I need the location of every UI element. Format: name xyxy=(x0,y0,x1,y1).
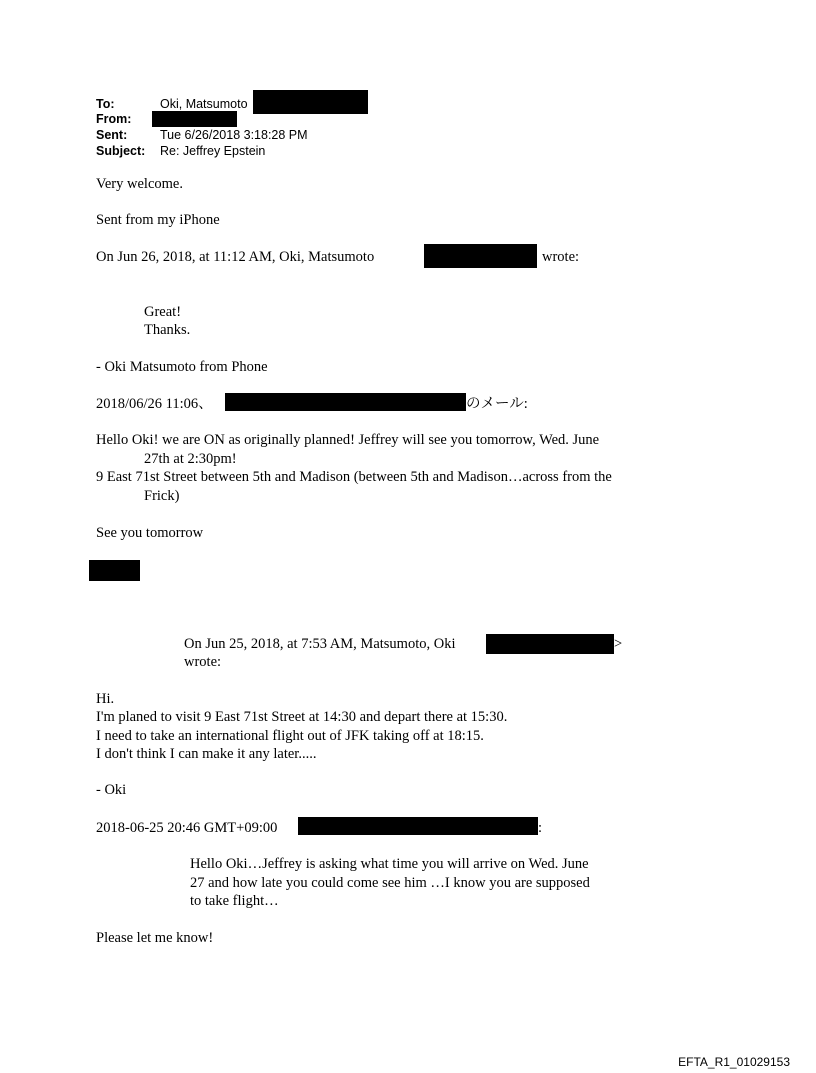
closing-line: Please let me know! xyxy=(96,930,214,946)
redaction-quote3-email xyxy=(486,634,614,654)
redaction-to xyxy=(253,90,368,114)
signature-oki-phone: - Oki Matsumoto from Phone xyxy=(96,359,268,375)
redaction-from xyxy=(152,111,237,127)
redaction-quote2-email xyxy=(225,393,466,411)
oki-line2: I'm planed to visit 9 East 71st Street at 14:30 and depart there at 15:30. xyxy=(96,709,508,725)
quote1-attribution-post: wrote: xyxy=(542,249,580,265)
signature-iphone: Sent from my iPhone xyxy=(96,212,220,228)
quote3-attribution-pre: On Jun 25, 2018, at 7:53 AM, Matsumoto, Oki xyxy=(184,636,456,652)
quote4-line2: 27 and how late you could come see him …I know you are supposed xyxy=(190,875,590,891)
signature-oki: - Oki xyxy=(96,782,127,798)
quote1-line2: Thanks. xyxy=(144,322,191,338)
message-line2: 27th at 2:30pm! xyxy=(144,451,237,467)
redaction-signature xyxy=(89,560,140,581)
oki-line4: I don't think I can make it any later..... xyxy=(96,746,317,762)
quote1-attribution-pre: On Jun 26, 2018, at 11:12 AM, Oki, Matsumoto xyxy=(96,249,375,265)
message-line5: See you tomorrow xyxy=(96,525,204,541)
quote2-attribution-pre: 2018/06/26 11:06、 xyxy=(96,396,213,412)
subject-label: Subject: xyxy=(96,144,146,158)
subject-value: Re: Jeffrey Epstein xyxy=(160,144,266,158)
redaction-quote1-email xyxy=(424,244,537,268)
quote1-line1: Great! xyxy=(144,304,182,320)
quote3-attribution-bracket: > xyxy=(614,636,623,652)
from-label: From: xyxy=(96,112,132,126)
to-value: Oki, Matsumoto xyxy=(160,97,248,111)
message-line1: Hello Oki! we are ON as originally planned! Jeffrey will see you tomorrow, Wed. June xyxy=(96,432,600,448)
redaction-quote4-email xyxy=(298,817,538,835)
quote4-line3: to take flight… xyxy=(190,893,279,909)
message-line3: 9 East 71st Street between 5th and Madison (between 5th and Madison…across from the xyxy=(96,469,612,485)
reply-text: Very welcome. xyxy=(96,176,183,192)
quote4-attribution-pre: 2018-06-25 20:46 GMT+09:00 xyxy=(96,820,278,836)
sent-value: Tue 6/26/2018 3:18:28 PM xyxy=(160,128,308,142)
quote4-attribution-post: : xyxy=(538,820,543,836)
quote3-wrote: wrote: xyxy=(184,654,222,670)
document-id: EFTA_R1_01029153 xyxy=(678,1055,790,1069)
sent-label: Sent: xyxy=(96,128,128,142)
quote2-attribution-post: のメール: xyxy=(466,396,528,412)
oki-line1: Hi. xyxy=(96,691,115,707)
to-label: To: xyxy=(96,97,115,111)
message-line4: Frick) xyxy=(144,488,180,504)
oki-line3: I need to take an international flight out of JFK taking off at 18:15. xyxy=(96,728,484,744)
quote4-line1: Hello Oki…Jeffrey is asking what time you will arrive on Wed. June xyxy=(190,856,589,872)
